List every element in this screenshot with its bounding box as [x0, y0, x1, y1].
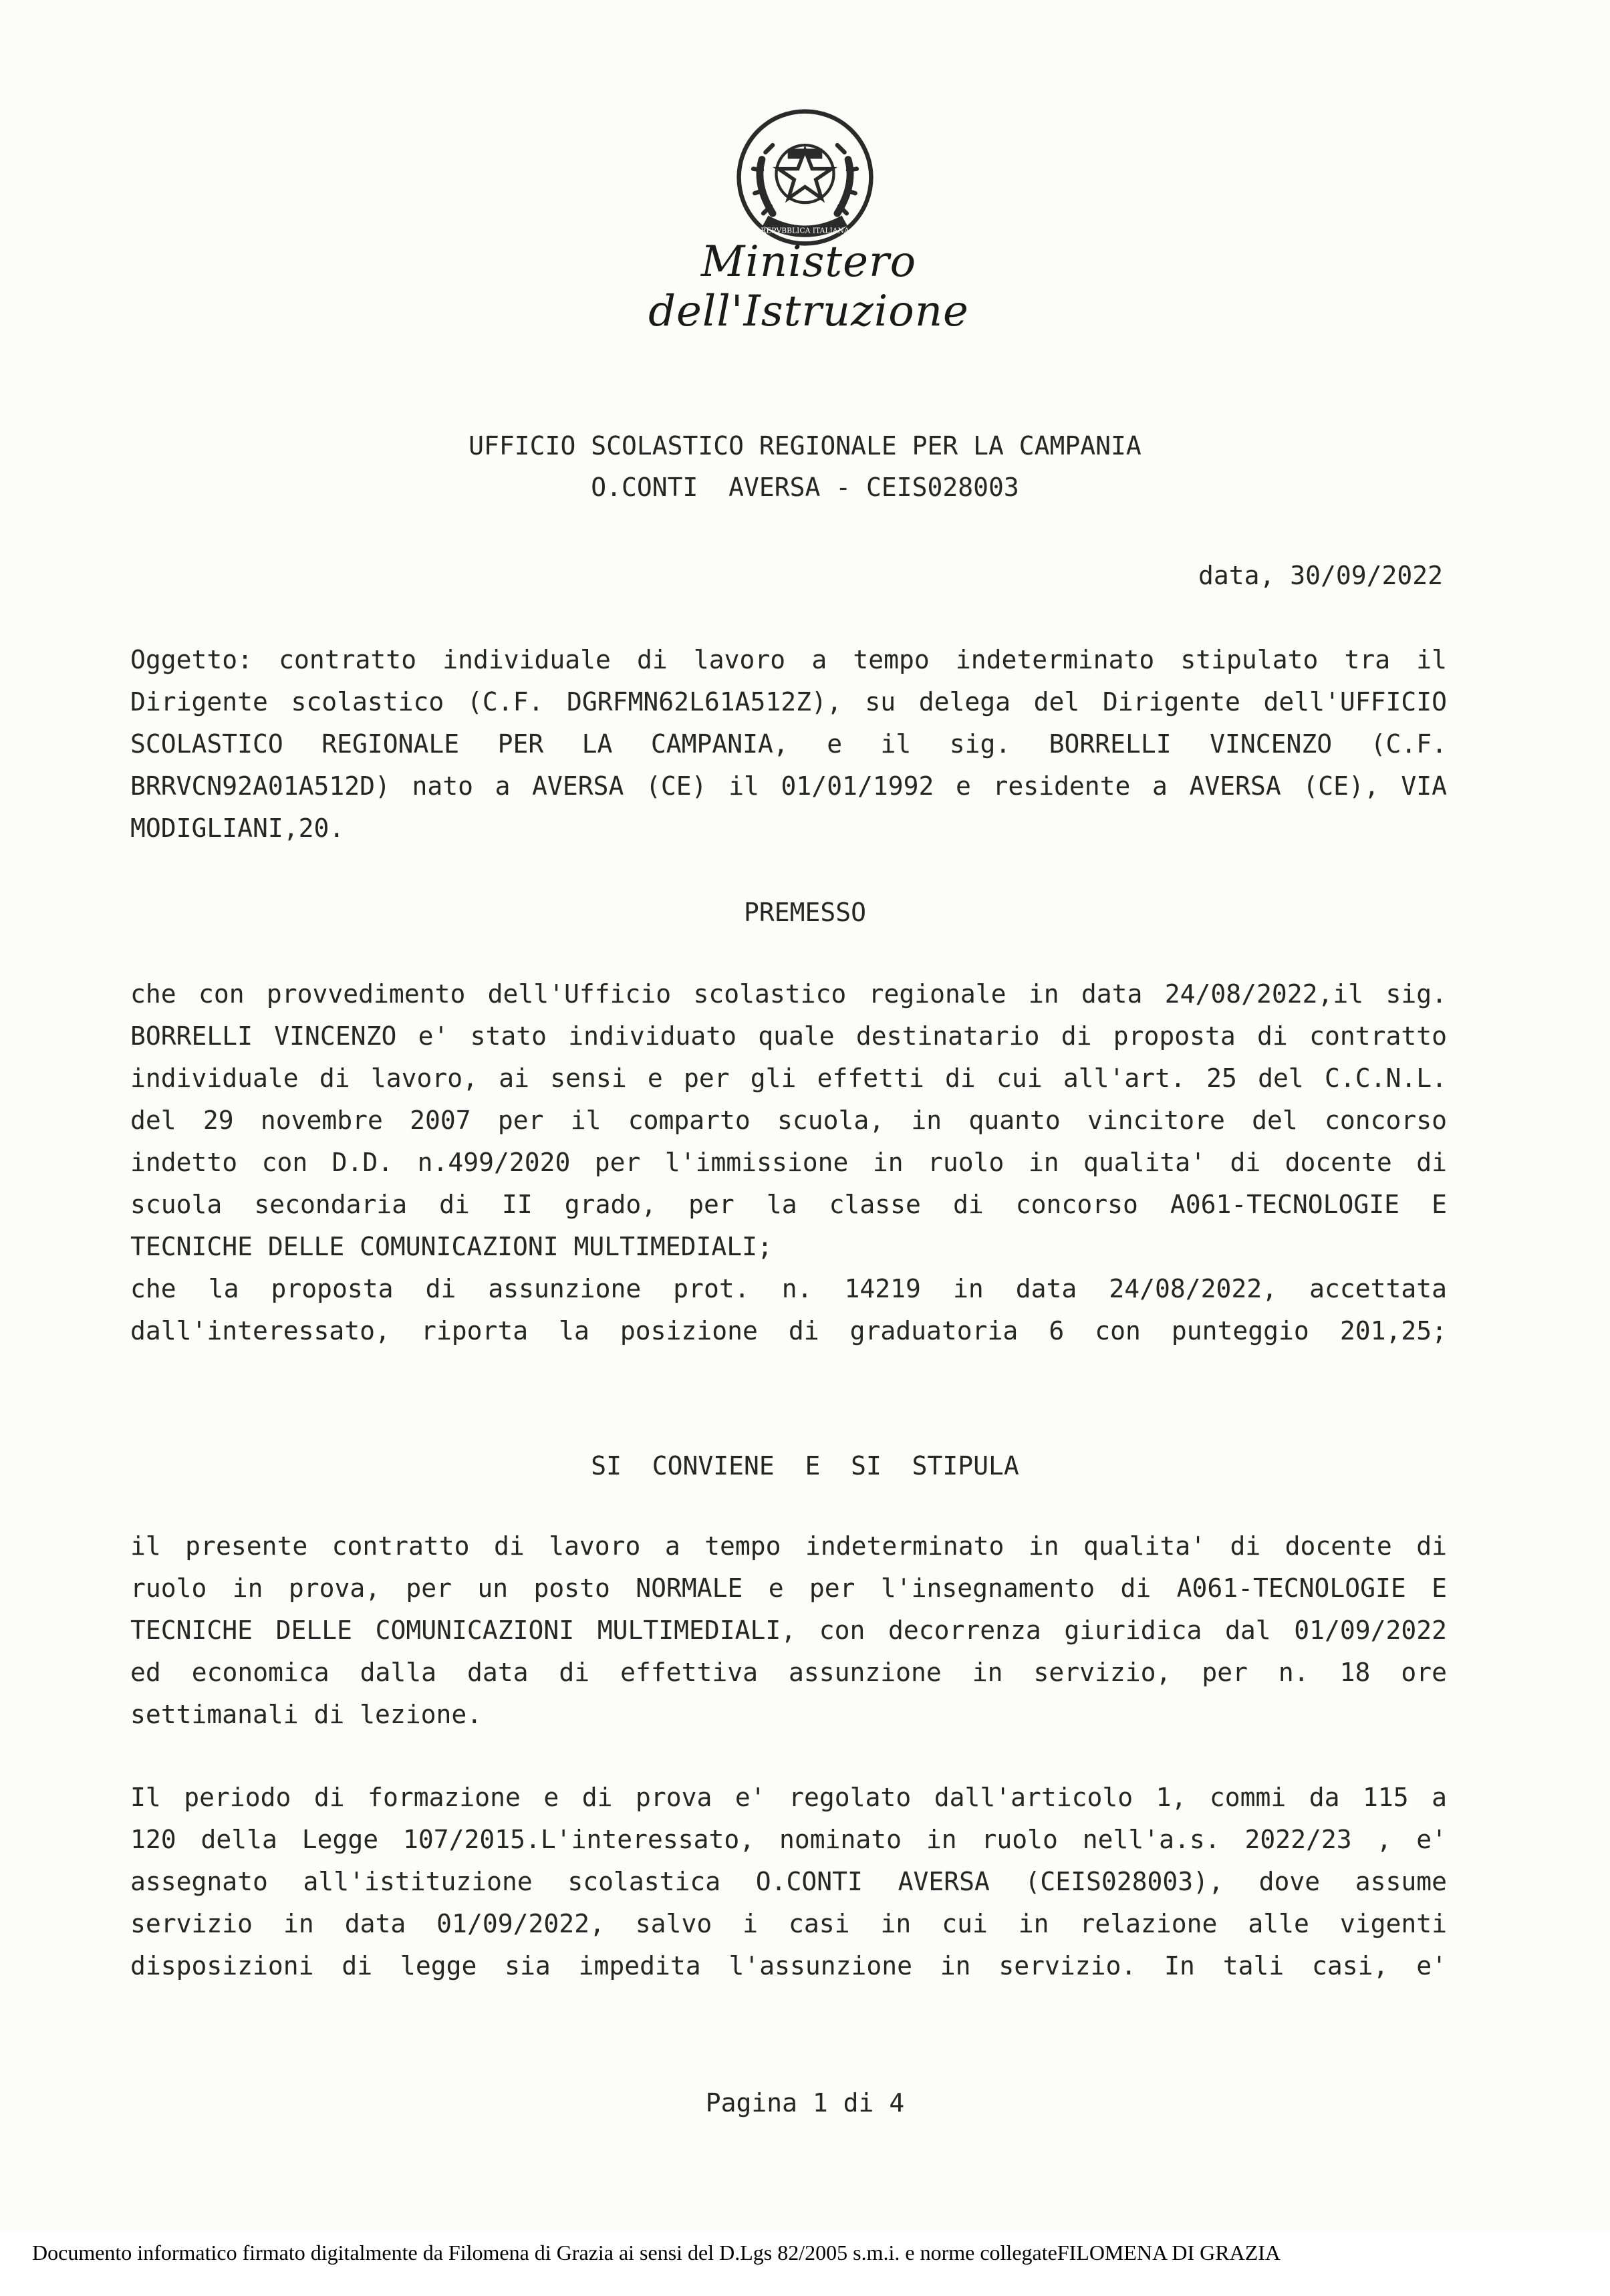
text-line: che con provvedimento dell'Ufficio scolastico regionale in data 24/08/2022,il sig.: [130, 979, 1447, 1009]
text-line: Oggetto: contratto individuale di lavoro a tempo indeterminato stipulato tra il: [130, 645, 1447, 674]
text-line: MODIGLIANI,20.: [130, 813, 345, 843]
text-line: Dirigente scolastico (C.F. DGRFMN62L61A512Z), su delega del Dirigente dell'UFFICIO: [130, 687, 1447, 717]
text-line: dall'interessato, riporta la posizione di graduatoria 6 con punteggio 201,25;: [130, 1316, 1447, 1346]
text-line: disposizioni di legge sia impedita l'assunzione in servizio. In tali casi, e': [130, 1951, 1447, 1981]
page-number: Pagina 1 di 4: [705, 2088, 905, 2118]
text-line: ed economica dalla data di effettiva assunzione in servizio, per n. 18 ore: [130, 1658, 1447, 1687]
premesso-heading: PREMESSO: [743, 898, 867, 927]
text-line: settimanali di lezione.: [130, 1700, 483, 1729]
svg-text:REPVBBLICA ITALIANA: REPVBBLICA ITALIANA: [761, 226, 849, 235]
text-line: scuola secondaria di II grado, per la classe di concorso A061-TECNOLOGIE E: [130, 1190, 1447, 1219]
stipula-paragraph: [130, 1525, 1447, 1736]
text-line: assegnato all'istituzione scolastica O.CONTI AVERSA (CEIS028003), dove assume: [130, 1867, 1447, 1896]
stipula-heading: SI CONVIENE E SI STIPULA: [591, 1451, 1019, 1481]
school-code: O.CONTI AVERSA - CEIS028003: [591, 473, 1019, 502]
text-line: SCOLASTICO REGIONALE PER LA CAMPANIA, e il sig. BORRELLI VINCENZO (C.F.: [130, 729, 1447, 759]
premesso-paragraph: [130, 973, 1447, 1352]
text-line: TECNICHE DELLE COMUNICAZIONI MULTIMEDIALI, con decorrenza giuridica dal 01/09/2022: [130, 1616, 1447, 1645]
office-name: UFFICIO SCOLASTICO REGIONALE PER LA CAMPANIA: [468, 431, 1142, 461]
text-line: 120 della Legge 107/2015.L'interessato, nominato in ruolo nell'a.s. 2022/23 , e': [130, 1825, 1447, 1854]
text-line: BRRVCN92A01A512D) nato a AVERSA (CE) il 01/01/1992 e residente a AVERSA (CE), VIA: [130, 771, 1447, 801]
text-line: che la proposta di assunzione prot. n. 14219 in data 24/08/2022, accettata: [130, 1274, 1447, 1303]
document-date: data, 30/09/2022: [1198, 561, 1443, 590]
ministry-title: Ministero dell'Istruzione: [648, 237, 969, 336]
text-line: servizio in data 01/09/2022, salvo i casi in cui in relazione alle vigenti: [130, 1909, 1447, 1938]
periodo-paragraph: [130, 1777, 1447, 1987]
republic-emblem-icon: [733, 106, 877, 249]
text-line: del 29 novembre 2007 per il comparto scuola, in quanto vincitore del concorso: [130, 1106, 1447, 1135]
digital-signature-note: Documento informatico firmato digitalmente da Filomena di Grazia ai sensi del D.Lgs 82/2005 s.m.i. e norme collegateFILOMENA DI GRAZIA: [32, 2241, 1281, 2265]
text-line: Il periodo di formazione e di prova e' regolato dall'articolo 1, commi da 115 a: [130, 1783, 1447, 1812]
text-line: TECNICHE DELLE COMUNICAZIONI MULTIMEDIALI;: [130, 1232, 773, 1261]
text-line: individuale di lavoro, ai sensi e per gli effetti di cui all'art. 25 del C.C.N.L.: [130, 1063, 1447, 1093]
text-line: indetto con D.D. n.499/2020 per l'immissione in ruolo in qualita' di docente di: [130, 1148, 1447, 1177]
oggetto-paragraph: [130, 639, 1447, 850]
text-line: il presente contratto di lavoro a tempo indeterminato in qualita' di docente di: [130, 1531, 1447, 1561]
text-line: ruolo in prova, per un posto NORMALE e per l'insegnamento di A061-TECNOLOGIE E: [130, 1573, 1447, 1603]
text-line: BORRELLI VINCENZO e' stato individuato quale destinatario di proposta di contratto: [130, 1021, 1447, 1051]
